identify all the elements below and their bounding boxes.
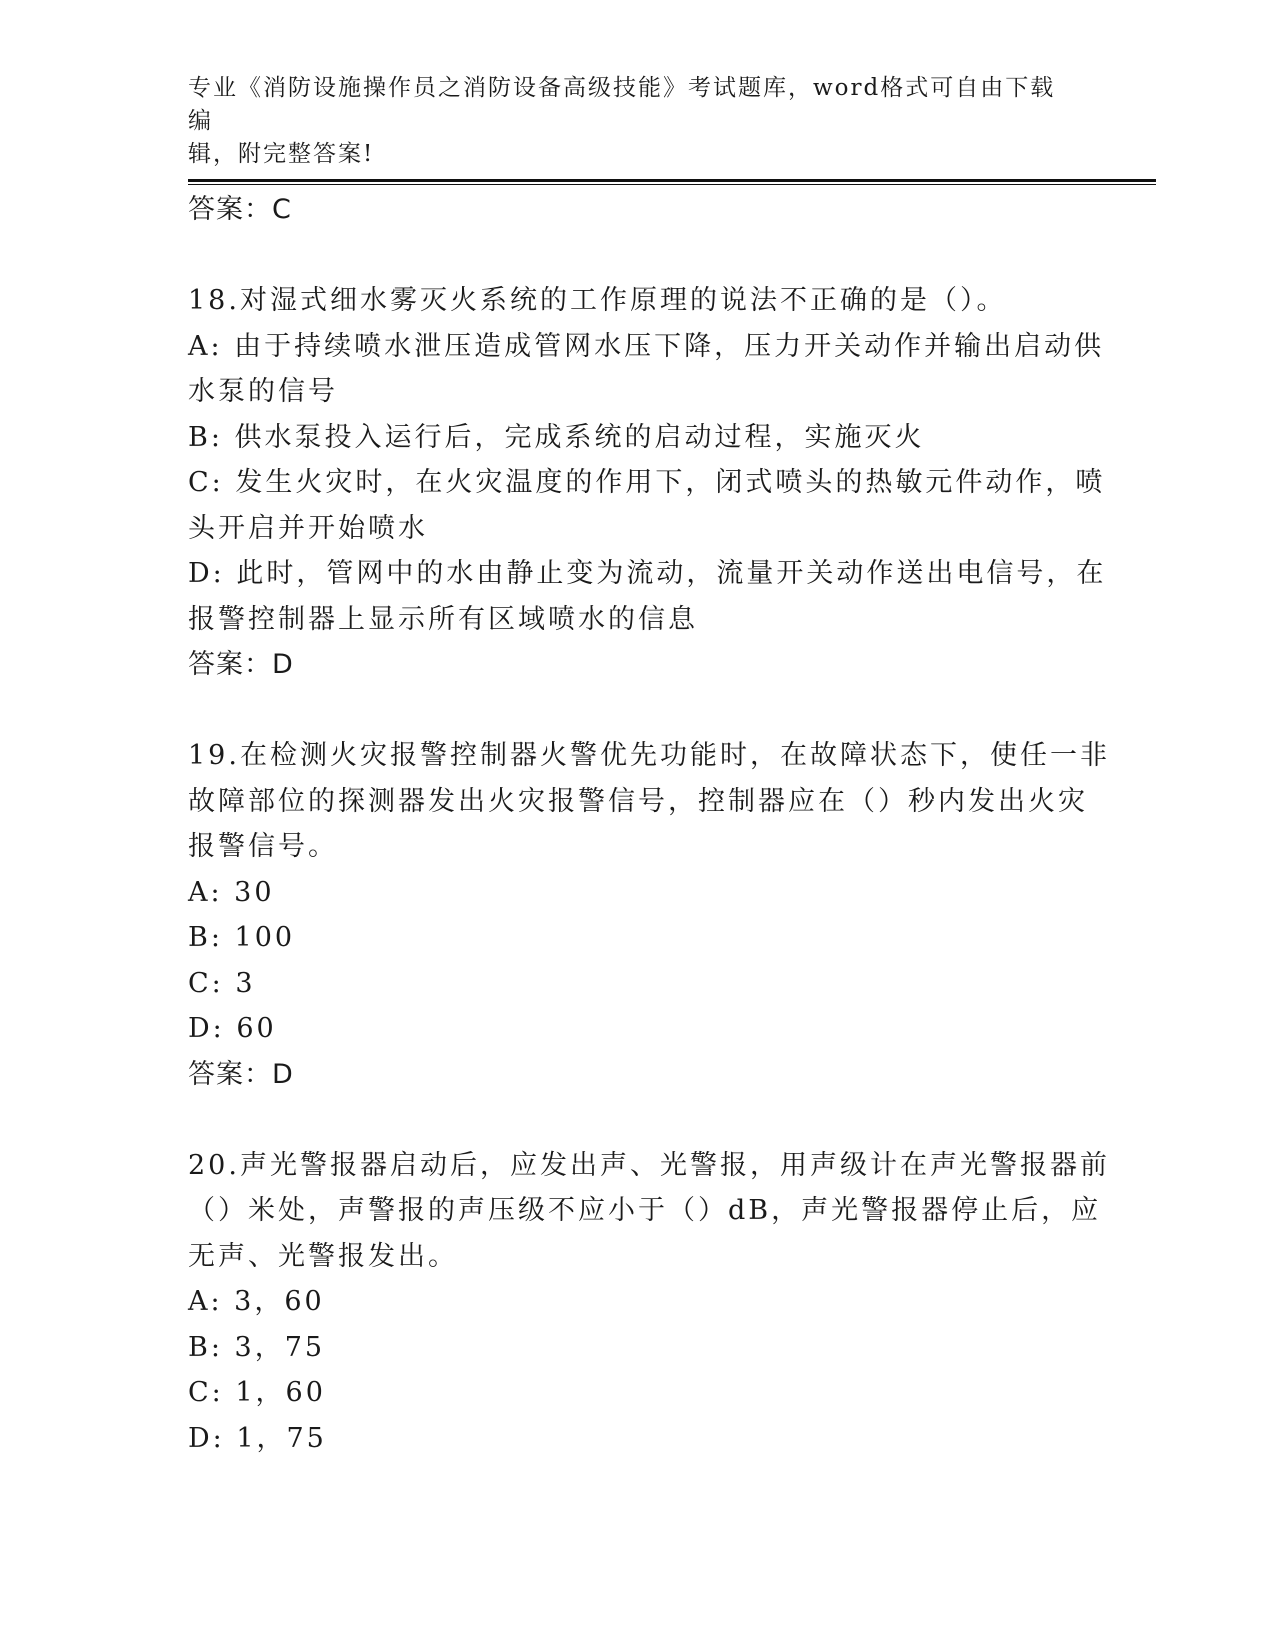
answer-q18: 答案：D (188, 649, 294, 680)
question-19-option-b: B: 100 (188, 922, 296, 953)
answer-q19: 答案：D (188, 1058, 294, 1090)
question-20-option-d: D: 1，75 (188, 1422, 327, 1454)
header-line-2: 辑，附完整答案! (188, 141, 375, 167)
question-20 (188, 1143, 1110, 1462)
question-20-option-a: A: 3，60 (188, 1286, 325, 1317)
document-body (188, 187, 1110, 1461)
spacer (188, 688, 1088, 734)
question-20-stem-2: （）米处，声警报的声压级不应小于（）dB，声光警报器停止后，应 (188, 1195, 1102, 1226)
header-line-1: 专业《消防设施操作员之消防设备高级技能》考试题库，word格式可自由下载编 (188, 75, 1056, 134)
question-20-stem-3: 无声、光警报发出。 (188, 1240, 458, 1272)
page-header (188, 72, 1068, 171)
question-19-option-d: D: 60 (188, 1013, 277, 1044)
question-19-option-a: A: 30 (188, 876, 275, 908)
header-divider-thin (188, 184, 1156, 185)
question-18-option-a-cont: 水泵的信号 (188, 376, 338, 407)
question-18-option-a: A: 由于持续喷水泄压造成管网水压下降，压力开关动作并输出启动供 (188, 330, 1105, 362)
question-18 (188, 278, 1107, 688)
answer-q17: 答案：C (188, 194, 292, 225)
question-18-stem: 18.对湿式细水雾灭火系统的工作原理的说法不正确的是（）。 (188, 285, 1007, 316)
question-19-stem-3: 报警信号。 (188, 831, 338, 862)
question-20-stem-1: 20.声光警报器启动后，应发出声、光警报，用声级计在声光警报器前 (188, 1149, 1110, 1181)
question-19 (188, 733, 1110, 1097)
question-18-option-b: B: 供水泵投入运行后，完成系统的启动过程，实施灭火 (188, 421, 925, 453)
question-20-option-c: C: 1，60 (188, 1377, 326, 1408)
question-20-option-b: B: 3，75 (188, 1331, 326, 1363)
spacer (188, 233, 1088, 279)
question-18-option-c: C: 发生火灾时，在火灾温度的作用下，闭式喷头的热敏元件动作，喷 (188, 467, 1106, 498)
question-19-stem-1: 19.在检测火灾报警控制器火警优先功能时，在故障状态下，使任一非 (188, 740, 1110, 771)
question-18-option-d: D: 此时，管网中的水由静止变为流动，流量开关动作送出电信号，在 (188, 558, 1107, 589)
header-divider-thick (188, 179, 1156, 182)
question-18-option-c-cont: 头开启并开始喷水 (188, 512, 428, 544)
question-19-stem-2: 故障部位的探测器发出火灾报警信号，控制器应在（）秒内发出火灾 (188, 785, 1088, 817)
question-18-option-d-cont: 报警控制器上显示所有区域喷水的信息 (188, 603, 698, 635)
question-19-option-c: C: 3 (188, 967, 256, 999)
spacer (188, 1097, 1088, 1143)
